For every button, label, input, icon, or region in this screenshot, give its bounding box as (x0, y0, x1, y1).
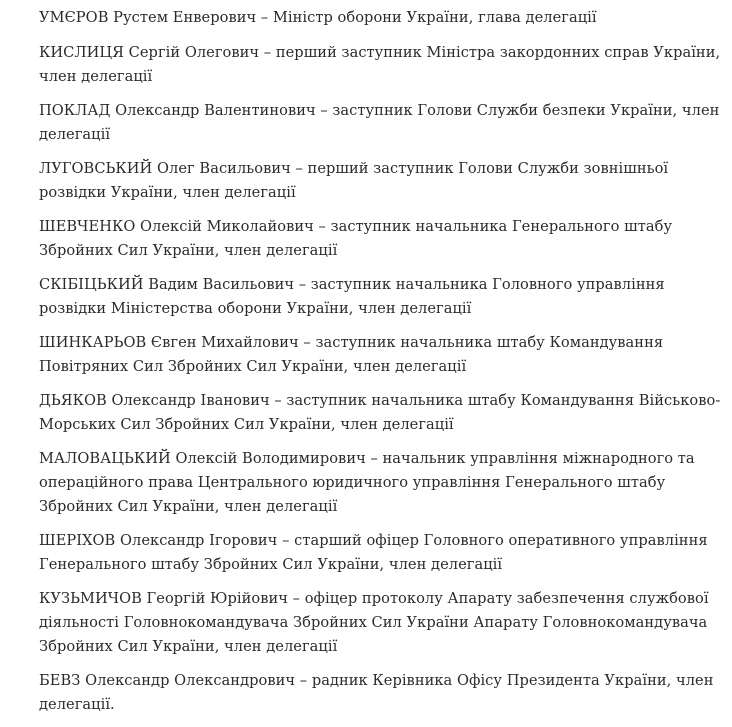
text-line: член делегації (39, 68, 153, 85)
text-line: УМЄРОВ Рустем Енверович – Міністр оборони України, глава делегації (39, 9, 597, 26)
text-line: операційного права Центрального юридичного управління Генерального штабу (39, 474, 666, 491)
delegation-list (39, 6, 719, 727)
delegation-member (39, 41, 719, 89)
delegation-member (39, 273, 719, 321)
text-line: діяльності Головнокомандувача Збройних Сил України Апарату Головнокомандувача (39, 614, 708, 631)
text-line: Збройних Сил України, член делегації (39, 638, 338, 655)
text-line: ПОКЛАД Олександр Валентинович – заступник Голови Служби безпеки України, член (39, 102, 720, 119)
text-line: МАЛОВАЦЬКИЙ Олексій Володимирович – начальник управління міжнародного та (39, 450, 695, 467)
delegation-member (39, 389, 719, 437)
text-line: розвідки Міністерства оборони України, член делегації (39, 300, 472, 317)
text-line: ДЬЯКОВ Олександр Іванович – заступник начальника штабу Командування Військово- (39, 392, 721, 409)
delegation-member (39, 447, 719, 519)
text-line: КИСЛИЦЯ Сергій Олегович – перший заступник Міністра закордонних справ України, (39, 44, 721, 61)
text-line: делегації. (39, 696, 115, 713)
delegation-member (39, 99, 719, 147)
text-line: Збройних Сил України, член делегації (39, 242, 338, 259)
text-line: СКІБІЦЬКИЙ Вадим Васильович – заступник начальника Головного управління (39, 276, 665, 293)
text-line: розвідки України, член делегації (39, 184, 296, 201)
text-line: ЛУГОВСЬКИЙ Олег Васильович – перший заступник Голови Служби зовнішньої (39, 160, 669, 177)
text-line: Збройних Сил України, член делегації (39, 498, 338, 515)
delegation-member (39, 157, 719, 205)
text-line: Повітряних Сил Збройних Сил України, член делегації (39, 358, 467, 375)
delegation-member (39, 529, 719, 577)
text-line: Генерального штабу Збройних Сил України, член делегації (39, 556, 503, 573)
text-line: Морських Сил Збройних Сил України, член делегації (39, 416, 454, 433)
text-line: ШЕВЧЕНКО Олексій Миколайович – заступник начальника Генерального штабу (39, 218, 673, 235)
text-line: ШИНКАРЬОВ Євген Михайлович – заступник начальника штабу Командування (39, 334, 664, 351)
delegation-member (39, 587, 719, 659)
delegation-member (39, 6, 719, 30)
text-line: ШЕРІХОВ Олександр Ігорович – старший офіцер Головного оперативного управління (39, 532, 708, 549)
text-line: делегації (39, 126, 111, 143)
text-line: БЕВЗ Олександр Олександрович – радник Керівника Офісу Президента України, член (39, 672, 714, 689)
delegation-member (39, 669, 719, 717)
text-line: КУЗЬМИЧОВ Георгій Юрійович – офіцер протоколу Апарату забезпечення службової (39, 590, 709, 607)
delegation-member (39, 331, 719, 379)
delegation-member (39, 215, 719, 263)
